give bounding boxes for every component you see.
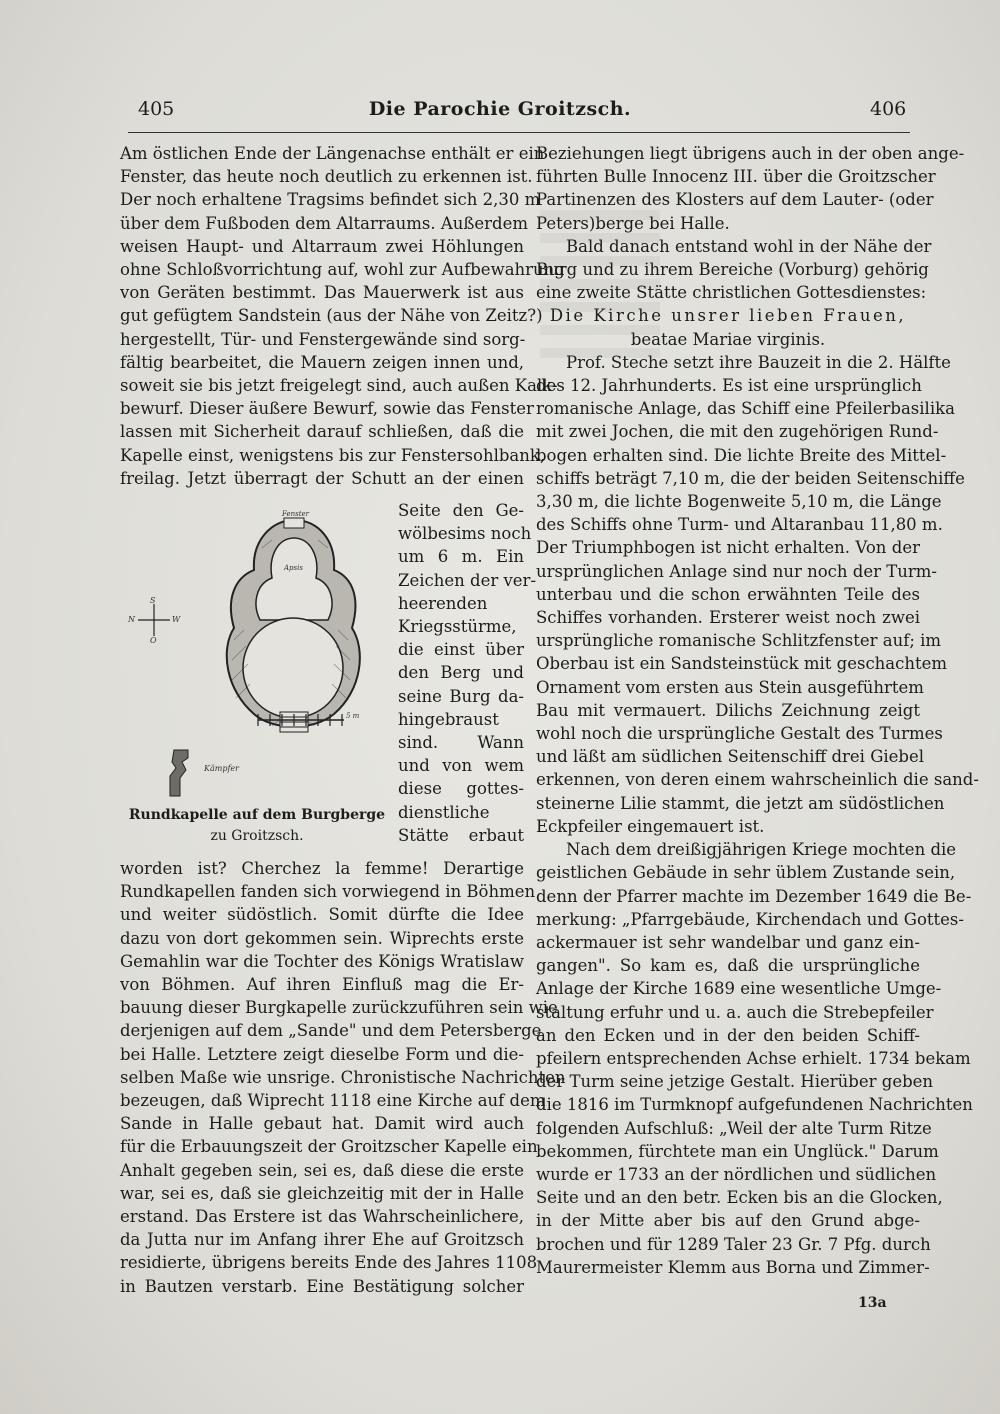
text-line: Bald danach entstand wohl in der Nähe der (566, 236, 932, 256)
text-line: Stätte erbaut (398, 825, 524, 845)
text-line: hingebraust (398, 709, 499, 729)
text-line: diese gottes- (398, 779, 524, 799)
text-line: an den Ecken und in der den beiden Schiff- (536, 1025, 920, 1045)
text-line: Burg und zu ihrem Bereiche (Vorburg) gehörig (536, 260, 929, 280)
compass-east-label: O (150, 636, 157, 645)
text-line: und läßt am südlichen Seitenschiff drei Giebel (536, 747, 925, 767)
text-line: um 6 m. Ein (398, 547, 524, 567)
text-line: residierte, übrigens bereits Ende des Jahres 1108 (120, 1253, 538, 1273)
text-line: des Schiffs ohne Turm- und Altaranbau 11,80 m. (536, 515, 943, 535)
text-line: Zeichen der ver- (398, 570, 537, 590)
text-line: gangen". So kam es, daß die ursprüngliche (536, 956, 920, 976)
text-line: soweit sie bis jetzt freigelegt sind, auch außen Kalk- (120, 376, 558, 396)
text-line: freilag. Jetzt überragt der Schutt an der einen (120, 468, 524, 488)
text-line: da Jutta nur im Anfang ihrer Ehe auf Groitzsch (120, 1230, 524, 1250)
text-line: Ornament vom ersten aus Stein ausgeführtem (536, 677, 924, 697)
text-line: pfeilern entsprechenden Achse erhielt. 1734 bekam (536, 1048, 971, 1068)
text-line: Der Triumphbogen ist nicht erhalten. Von der (536, 538, 920, 558)
label-kaempfer: Kämpfer (204, 764, 239, 773)
scale-and-kaempfer-drawing (122, 500, 390, 800)
text-line: und von wem (398, 756, 524, 776)
text-line: selben Maße wie unsrige. Chronistische Nachrichten (120, 1067, 566, 1087)
text-line: bewurf. Dieser äußere Bewurf, sowie das Fenster (120, 399, 534, 419)
text-line: in der Mitte aber bis auf den Grund abge- (536, 1211, 920, 1231)
text-line: Der noch erhaltene Tragsims befindet sich 2,30 m (120, 190, 541, 210)
text-line: Bau mit vermauert. Dilichs Zeichnung zeigt (536, 700, 920, 720)
text-line: geistlichen Gebäude in sehr üblem Zustande sein, (536, 863, 956, 883)
running-title: Die Parochie Groitzsch. (368, 98, 632, 120)
text-line: Rundkapellen fanden sich vorwiegend in Böhmen (120, 882, 536, 902)
text-line: den Berg und (398, 663, 524, 683)
signature-mark: 13a (858, 1295, 887, 1311)
text-line: unterbau und die schon erwähnten Teile des (536, 584, 920, 604)
text-line: lassen mit Sicherheit darauf schließen, daß die (120, 422, 524, 442)
label-apsis: Apsis (284, 564, 303, 572)
text-line: Die Kirche unsrer lieben Frauen, (549, 306, 907, 326)
text-line: Partinenzen des Klosters auf dem Lauter- (oder (536, 190, 934, 210)
text-line: Kriegsstürme, (398, 617, 517, 637)
text-line: eine zweite Stätte christlichen Gottesdienstes: (536, 283, 927, 303)
label-fenster: Fenster (282, 510, 310, 518)
text-line: von Böhmen. Auf ihren Einfluß mag die Er- (120, 975, 524, 995)
text-line: erstand. Das Erstere ist das Wahrscheinlichere, (120, 1207, 524, 1227)
text-line: Beziehungen liegt übrigens auch in der oben ange- (536, 144, 965, 163)
text-line: fältig bearbeitet, die Mauern zeigen innen und, (120, 352, 524, 372)
text-line: 3,30 m, die lichte Bogenweite 5,10 m, die Länge (536, 492, 942, 512)
left-column-text (120, 142, 565, 490)
text-line: bekommen, fürchtete man ein Unglück." Darum (536, 1141, 939, 1161)
text-line: ursprünglichen Anlage sind nur noch der Turm- (536, 561, 937, 581)
text-line: die einst über (398, 640, 524, 660)
text-line: über dem Fußboden dem Altarraums. Außerdem (120, 213, 529, 233)
caption-line-2: zu Groitzsch. (210, 828, 304, 844)
header-rule (128, 132, 910, 133)
text-line: Seite und an den betr. Ecken bis an die Glocken, (536, 1188, 943, 1208)
text-line: Kapelle einst, wenigstens bis zur Fenstersohlbank, (120, 445, 546, 465)
compass-south-label: S (150, 596, 156, 605)
text-line: war, sei es, daß sie gleichzeitig mit der in Halle (120, 1183, 524, 1203)
right-page-number: 406 (870, 98, 907, 120)
text-line: staltung erfuhr und u. a. auch die Strebepfeiler (536, 1002, 934, 1022)
figure-caption (122, 805, 392, 847)
text-line: Anhalt gegeben sein, sei es, daß diese die erste (120, 1160, 524, 1180)
text-line: schiffs beträgt 7,10 m, die der beiden Seitenschiffe (536, 468, 965, 488)
text-line: heerenden (398, 593, 488, 613)
text-line: seine Burg da- (398, 686, 524, 706)
text-line: wurde er 1733 an der nördlichen und südlichen (536, 1164, 937, 1184)
text-line: ursprüngliche romanische Schlitzfenster auf; im (536, 631, 942, 651)
text-line: dienstliche (398, 802, 490, 822)
text-line: Oberbau ist ein Sandsteinstück mit geschachtem (536, 654, 948, 674)
text-line: merkung: „Pfarrgebäude, Kirchendach und Gottes- (536, 909, 964, 929)
text-line: erkennen, von deren einem wahrscheinlich die sand- (536, 770, 979, 790)
text-line: von Geräten bestimmt. Das Mauerwerk ist aus (120, 283, 524, 303)
running-head (0, 98, 1000, 128)
text-line: die 1816 im Turmknopf aufgefundenen Nachrichten (536, 1095, 973, 1115)
left-page-number: 405 (138, 98, 175, 120)
text-line: steinerne Lilie stammt, die jetzt am südöstlichen (536, 793, 945, 813)
text-line: ackermauer ist sehr wandelbar und ganz ein- (536, 932, 920, 952)
text-line: ohne Schloßvorrichtung auf, wohl zur Aufbewahrung (120, 260, 565, 280)
text-line: brochen und für 1289 Taler 23 Gr. 7 Pfg. durch (536, 1234, 931, 1254)
left-column-wrap-text (398, 499, 537, 847)
text-line: bogen erhalten sind. Die lichte Breite des Mittel- (536, 445, 947, 465)
text-line: und weiter südöstlich. Somit dürfte die Idee (120, 905, 524, 925)
text-line: bei Halle. Letztere zeigt dieselbe Form und die- (120, 1044, 524, 1064)
text-line: Schiffes vorhanden. Ersterer weist noch zwei (536, 608, 920, 628)
text-line: denn der Pfarrer machte im Dezember 1649 die Be- (536, 886, 972, 906)
left-column-bottom-text (120, 857, 566, 1298)
text-line: bezeugen, daß Wiprecht 1118 eine Kirche auf dem (120, 1091, 546, 1111)
text-line: beatae Mariae virginis. (630, 329, 826, 349)
text-line: Seite den Ge- (398, 501, 524, 520)
caption-line-1: Rundkapelle auf dem Burgberge (128, 807, 386, 823)
text-line: mit zwei Jochen, die mit den zugehörigen Rund- (536, 422, 939, 442)
text-line: Sande in Halle gebaut hat. Damit wird auch (120, 1114, 524, 1134)
text-line: sind. Wann (398, 733, 524, 753)
text-line: Maurermeister Klemm aus Borna und Zimmer- (536, 1257, 930, 1277)
text-line: derjenigen auf dem „Sande" und dem Petersberge (120, 1021, 542, 1041)
text-line: wohl noch die ursprüngliche Gestalt des Turmes (536, 724, 943, 744)
text-line: Eckpfeiler eingemauert ist. (536, 816, 765, 836)
text-line: hergestellt, Tür- und Fenstergewände sind sorg- (120, 329, 526, 349)
text-line: für die Erbauungszeit der Groitzscher Kapelle ein (120, 1137, 538, 1157)
text-line: worden ist? Cherchez la femme! Derartige (120, 859, 524, 878)
compass-north-label: N (128, 615, 135, 624)
floor-plan-figure (122, 500, 390, 850)
text-line: wölbesims noch (398, 524, 532, 544)
right-column-text (536, 142, 979, 1279)
text-line: Fenster, das heute noch deutlich zu erkennen ist. (120, 167, 533, 187)
text-line: Peters)berge bei Halle. (536, 213, 730, 233)
text-line: Nach dem dreißigjährigen Kriege mochten die (566, 840, 957, 860)
text-line: bauung dieser Burgkapelle zurückzuführen sein wie (120, 998, 558, 1018)
text-line: romanische Anlage, das Schiff eine Pfeilerbasilika (536, 399, 955, 419)
text-line: Am östlichen Ende der Längenachse enthält er ein (120, 144, 545, 163)
text-line: Prof. Steche setzt ihre Bauzeit in die 2. Hälfte (566, 352, 951, 372)
compass-west-label: W (172, 615, 181, 624)
text-line: gut gefügtem Sandstein (aus der Nähe von Zeitz?) (120, 306, 543, 326)
text-line: in Bautzen verstarb. Eine Bestätigung solcher (120, 1276, 524, 1296)
text-line: Gemahlin war die Tochter des Königs Wratislaw (120, 951, 524, 971)
scale-label: 5 m (346, 712, 360, 720)
text-line: weisen Haupt- und Altarraum zwei Höhlungen (120, 236, 524, 256)
text-line: führten Bulle Innocenz III. über die Groitzscher (536, 167, 936, 187)
text-line: folgenden Aufschluß: „Weil der alte Turm Ritze (536, 1118, 932, 1138)
text-line: des 12. Jahrhunderts. Es ist eine ursprünglich (536, 376, 922, 396)
text-line: Anlage der Kirche 1689 eine wesentliche Umge- (536, 979, 942, 999)
text-line: dazu von dort gekommen sein. Wiprechts erste (120, 928, 524, 948)
text-line: der Turm seine jetzige Gestalt. Hierüber geben (536, 1072, 934, 1092)
